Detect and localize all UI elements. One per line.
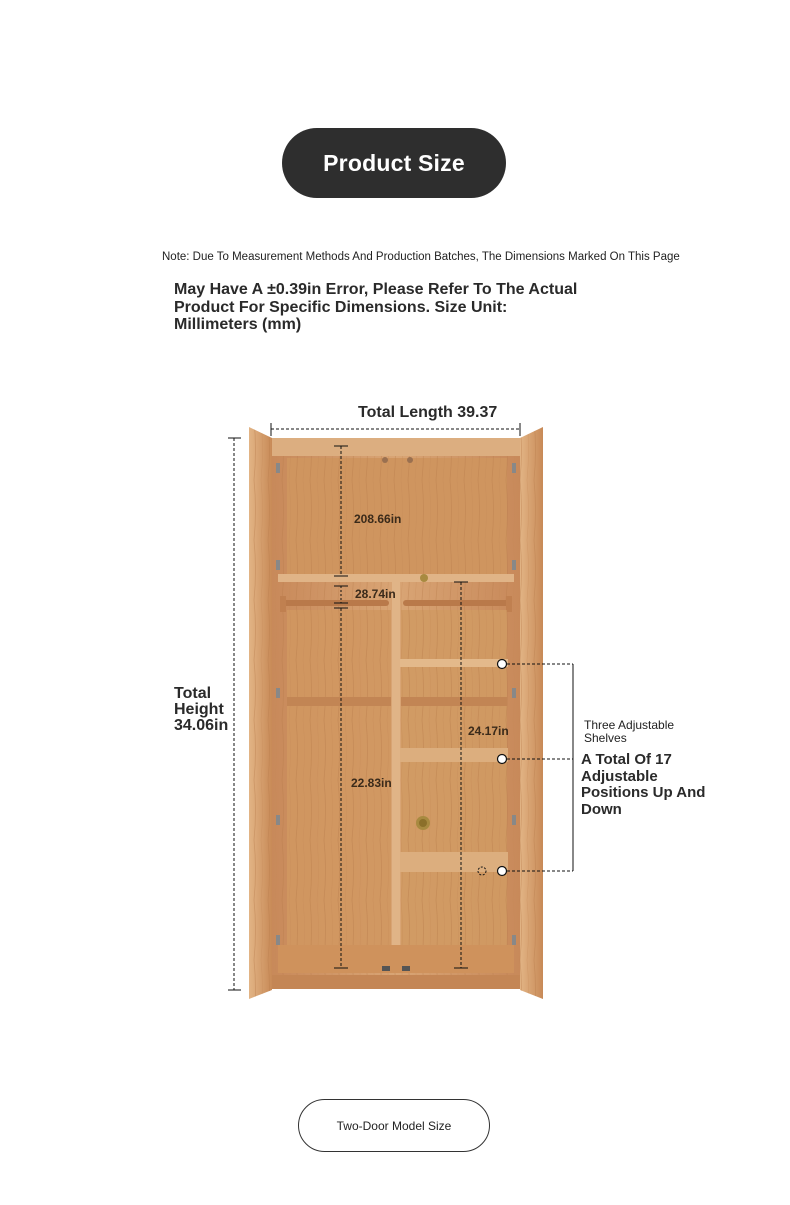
right-section-label: 24.17in (468, 724, 509, 738)
product-size-title: Product Size (323, 149, 465, 176)
two-door-model-button[interactable] (298, 1099, 490, 1152)
two-door-model-label: Two-Door Model Size (336, 1118, 452, 1133)
left-hanging-label: 22.83in (351, 776, 392, 790)
rail-gap-label: 28.74in (355, 587, 396, 601)
total-height-label: Total Height 34.06in (174, 685, 229, 734)
note-line-1: Note: Due To Measurement Methods And Production Batches, The Dimensions Marked On This Page (162, 251, 680, 263)
adjustable-shelves-label: Three Adjustable Shelves (584, 718, 675, 745)
adjustable-positions-label: A Total Of 17 Adjustable Positions Up And Down (581, 751, 706, 818)
total-length-label: Total Length 39.37 (358, 404, 498, 421)
upper-compartment-label: 208.66in (354, 512, 402, 526)
note-line-2: May Have A ±0.39in Error, Please Refer To The Actual Product For Specific Dimensions. Size Unit: Millimeters (mm) (174, 281, 578, 333)
